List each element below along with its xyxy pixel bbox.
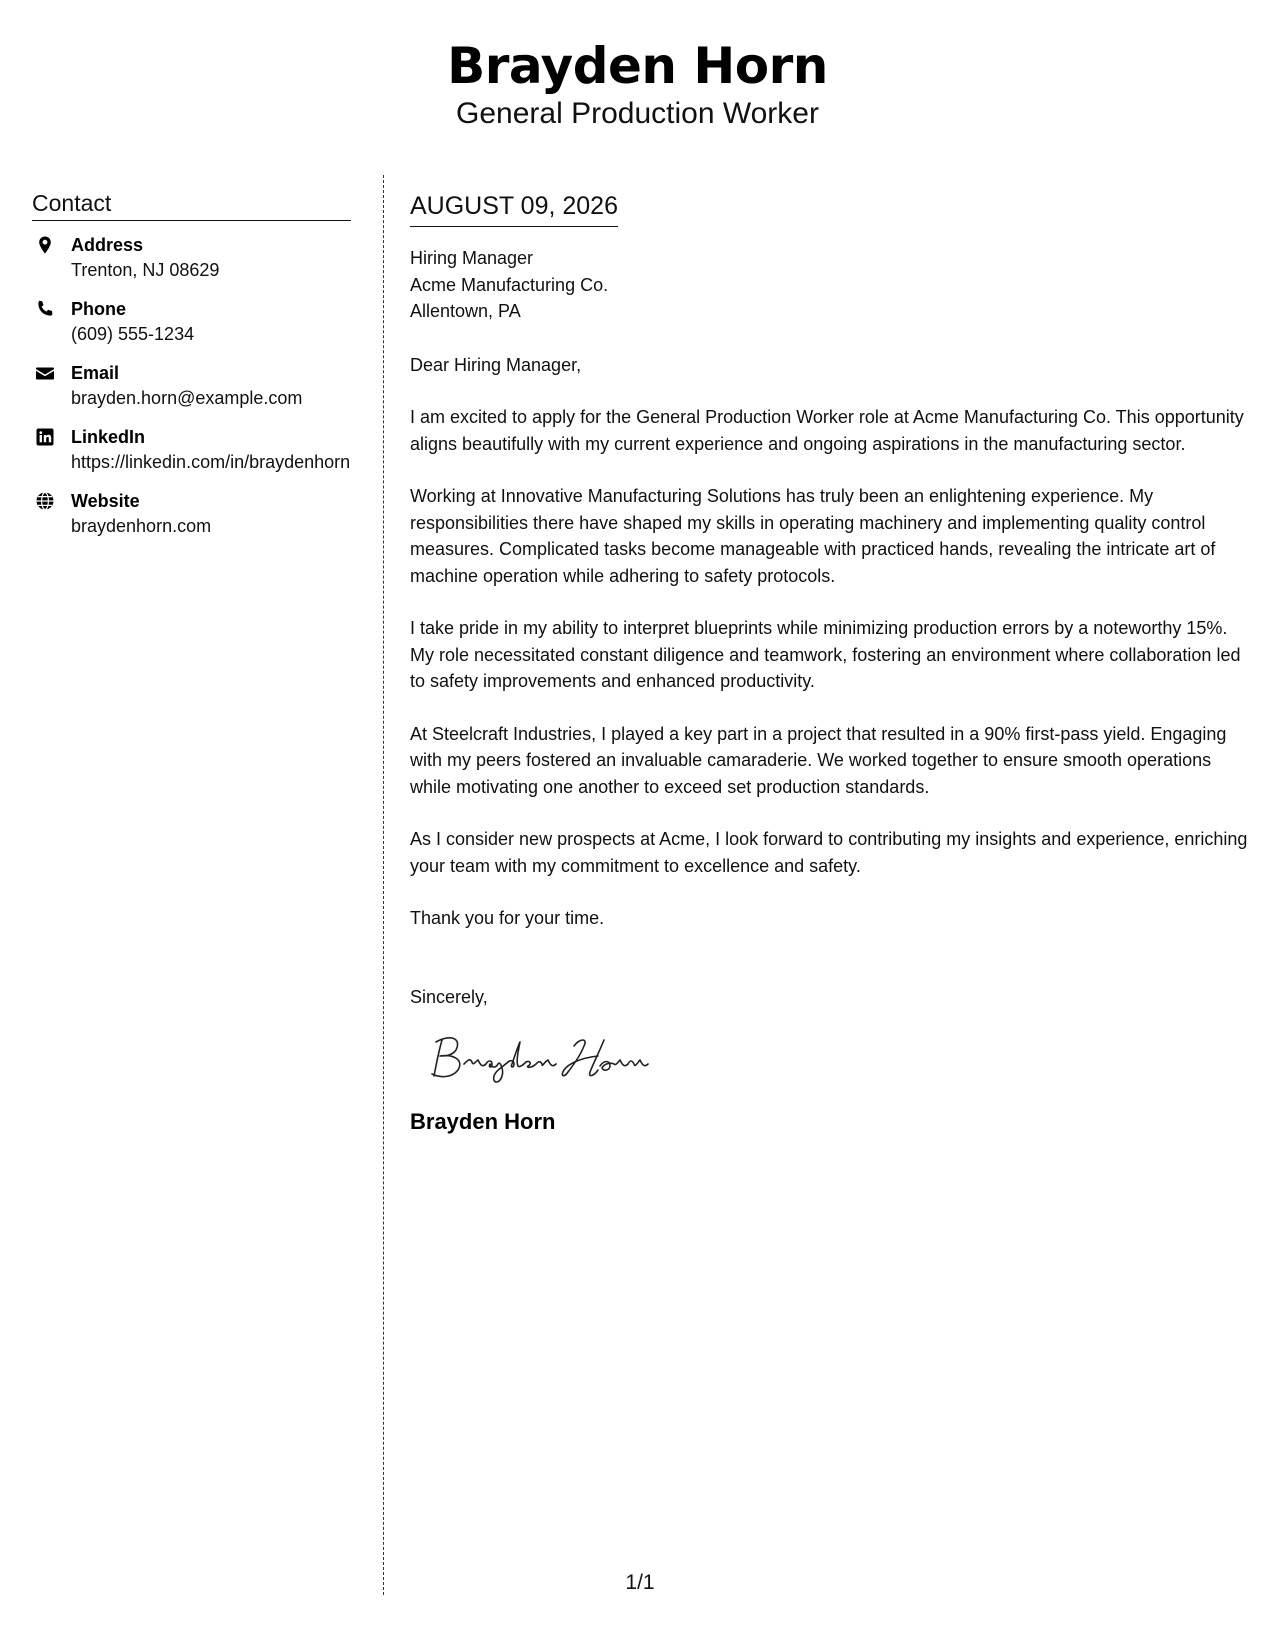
contact-value-email: brayden.horn@example.com — [71, 388, 303, 408]
recipient-block — [410, 245, 1250, 325]
letter-date: AUGUST 09, 2026 — [410, 190, 618, 227]
contact-label-linkedin: LinkedIn — [71, 427, 146, 447]
letter-body — [410, 190, 1250, 1136]
closing-line: Thank you for your time. — [410, 908, 605, 928]
contact-item-linkedin — [32, 425, 351, 475]
recipient-line: Hiring Manager — [410, 248, 534, 268]
contact-heading: Contact — [32, 188, 351, 221]
contact-item-email — [32, 361, 351, 411]
recipient-line: Acme Manufacturing Co. — [410, 274, 609, 295]
contact-label-website: Website — [71, 491, 140, 511]
column-divider — [383, 175, 384, 1595]
phone-icon — [35, 299, 55, 319]
signoff: Sincerely, — [410, 986, 488, 1007]
salutation: Dear Hiring Manager, — [410, 354, 582, 375]
letter-paragraph: I take pride in my ability to interpret blueprints while minimizing production errors by a noteworthy 15%. My role necessitated constant diligence and teamwork, fostering an environment where collaboration led to safety improvements and enhanced productivity. — [410, 618, 1241, 691]
contact-value-phone: (609) 555-1234 — [71, 324, 195, 344]
contact-value-linkedin[interactable]: https://linkedin.com/in/braydenhorn — [71, 452, 351, 472]
handwritten-signature — [428, 1028, 668, 1088]
map-pin-icon — [35, 235, 55, 255]
signed-name: Brayden Horn — [410, 1109, 556, 1134]
envelope-icon — [35, 363, 55, 383]
contact-label-address: Address — [71, 235, 144, 255]
contact-label-email: Email — [71, 363, 120, 383]
applicant-name: Brayden Horn — [447, 37, 828, 95]
contact-value-website[interactable]: braydenhorn.com — [71, 516, 212, 536]
letter-paragraph: I am excited to apply for the General Production Worker role at Acme Manufacturing Co. This opportunity aligns beautifully with my current experience and ongoing aspirations in the manufacturing sector. — [410, 407, 1244, 454]
contact-value-address: Trenton, NJ 08629 — [71, 260, 220, 280]
contact-item-website — [32, 489, 351, 539]
globe-icon — [35, 491, 55, 511]
letter-paragraph: At Steelcraft Industries, I played a key part in a project that resulted in a 90% first-pass yield. Engaging with my peers fostered an invaluable camaraderie. We worked together to ensure smooth operations while motivating one another to exceed set production standards. — [410, 723, 1227, 797]
contact-label-phone: Phone — [71, 299, 127, 319]
linkedin-icon — [35, 427, 55, 447]
job-title: General Production Worker — [456, 97, 819, 130]
letter-paragraph: Working at Innovative Manufacturing Solutions has truly been an enlightening experience. My responsibilities there have shaped my skills in operating machinery and implementing quality control measures. Complicated tasks become manageable with practiced hands, revealing the intricate art of machine operation while adhering to safety protocols. — [410, 486, 1216, 586]
letter-paragraph: As I consider new prospects at Acme, I look forward to contributing my insights and experience, enriching your team with my commitment to excellence and safety. — [410, 829, 1248, 876]
contact-sidebar — [32, 188, 351, 553]
recipient-line: Allentown, PA — [410, 301, 521, 321]
page-number: 1/1 — [625, 1571, 655, 1594]
contact-item-phone — [32, 297, 351, 347]
contact-item-address — [32, 233, 351, 283]
